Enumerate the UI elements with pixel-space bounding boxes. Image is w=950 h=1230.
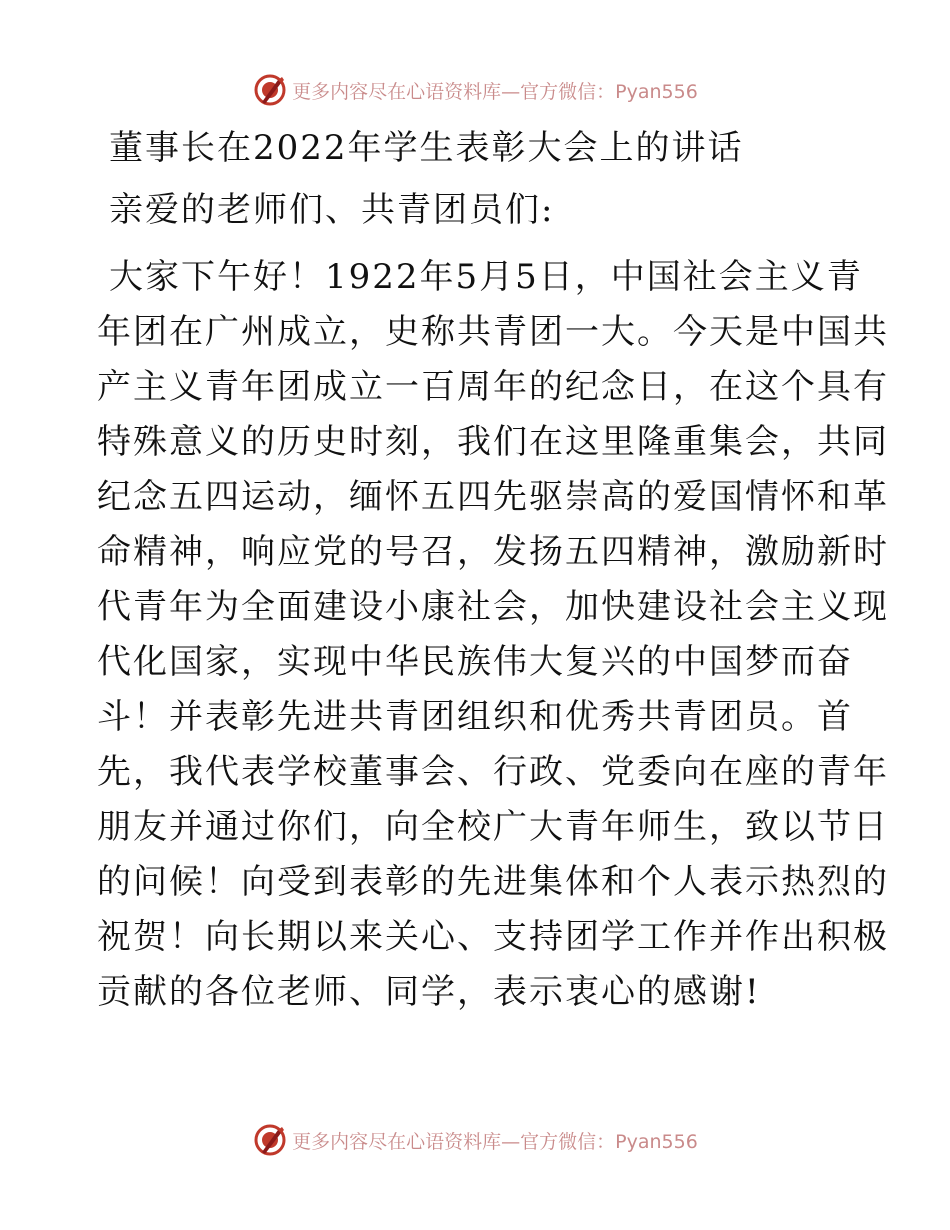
paragraph-line: 纪念五四运动，缅怀五四先驱崇高的爱国情怀和革 [97, 477, 889, 517]
document-title: 董事长在2022年学生表彰大会上的讲话 [109, 128, 744, 168]
logo-icon [252, 72, 288, 108]
watermark-text: 更多内容尽在心语资料库—官方微信：Pyan556 [292, 80, 698, 103]
body-paragraph [97, 250, 889, 1020]
paragraph-line: 先，我代表学校董事会、行政、党委向在座的青年 [97, 752, 889, 792]
watermark-text: 更多内容尽在心语资料库—官方微信：Pyan556 [292, 1130, 698, 1153]
paragraph-line: 的问候！向受到表彰的先进集体和个人表示热烈的 [97, 862, 889, 902]
paragraph-line: 朋友并通过你们，向全校广大青年师生，致以节日 [97, 807, 889, 847]
header-watermark [0, 70, 950, 110]
document-body [97, 124, 889, 1020]
greeting: 亲爱的老师们、共青团员们: [109, 190, 555, 230]
paragraph-line: 命精神，响应党的号召，发扬五四精神，激励新时 [97, 532, 889, 572]
paragraph-line: 斗！并表彰先进共青团组织和优秀共青团员。首 [97, 697, 853, 737]
logo-icon [252, 1122, 288, 1158]
paragraph-line: 代青年为全面建设小康社会，加快建设社会主义现 [97, 587, 889, 627]
paragraph-line: 祝贺！向长期以来关心、支持团学工作并作出积极 [97, 917, 889, 957]
paragraph-line: 代化国家，实现中华民族伟大复兴的中国梦而奋 [97, 642, 853, 682]
paragraph-line: 贡献的各位老师、同学，表示衷心的感谢! [97, 972, 761, 1012]
paragraph-line: 特殊意义的历史时刻，我们在这里隆重集会，共同 [97, 422, 889, 462]
footer-watermark [0, 1120, 950, 1160]
paragraph-line: 产主义青年团成立一百周年的纪念日，在这个具有 [97, 367, 889, 407]
paragraph-line: 年团在广州成立，史称共青团一大。今天是中国共 [97, 312, 889, 352]
paragraph-line: 大家下午好！1922年5月5日，中国社会主义青 [109, 257, 863, 297]
